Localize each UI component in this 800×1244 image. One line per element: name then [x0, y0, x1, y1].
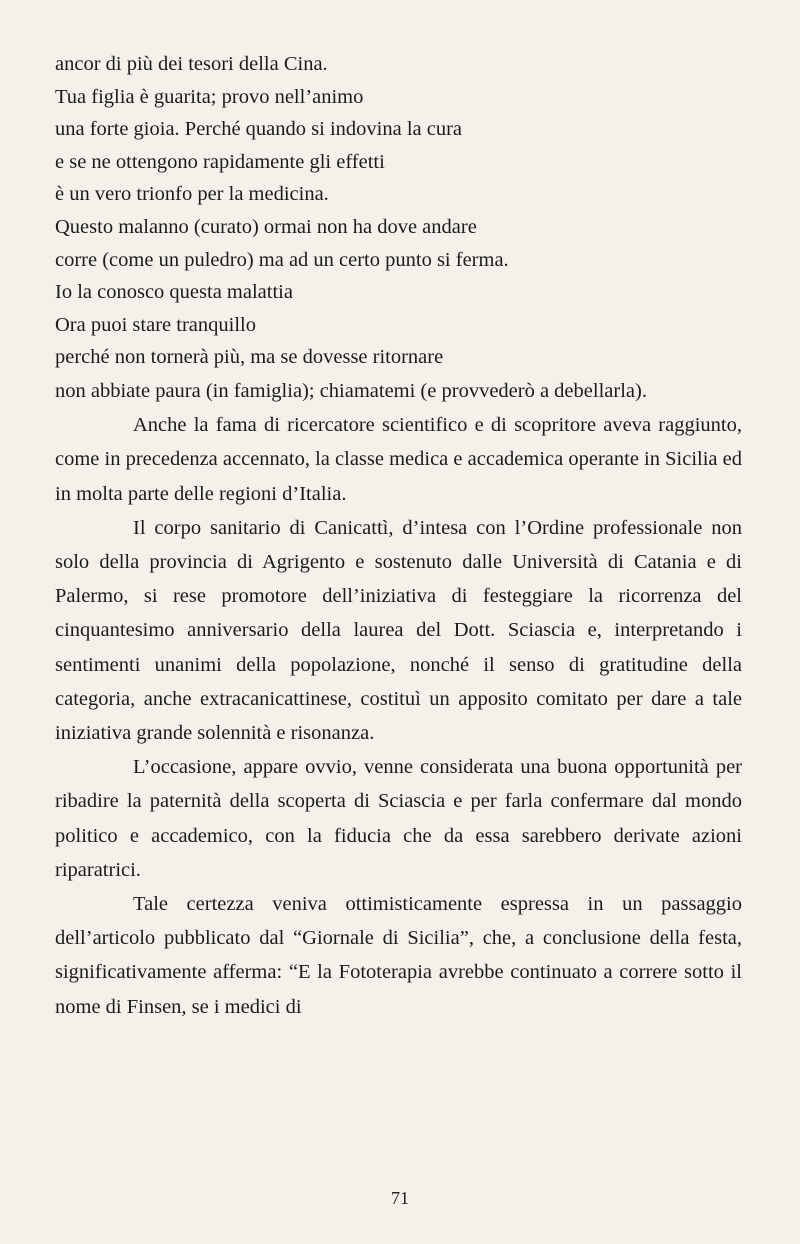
verse-line: ancor di più dei tesori della Cina.	[55, 53, 328, 75]
paragraph: Tale certezza veniva ottimisticamente espressa in un passaggio dell’articolo pubblicato dal “Giornale di Sicilia”, che, a conclusione della festa, significativamente afferma: “E la Fototerapia avrebbe continuato a correre sotto il nome di Finsen, se i medici di	[55, 892, 742, 1018]
verse-line: Io la conosco questa malattia	[55, 281, 293, 304]
verse-line: e se ne ottengono rapidamente gli effetti	[55, 150, 385, 173]
verse-line: Ora puoi stare tranquillo	[55, 313, 256, 336]
verse-line: è un vero trionfo per la medicina.	[55, 183, 329, 206]
verse-line: corre (come un puledro) ma ad un certo punto si ferma.	[55, 248, 509, 271]
page-content	[55, 48, 742, 1024]
paragraph: L’occasione, appare ovvio, venne considerata una buona opportunità per ribadire la paternità della scoperta di Sciascia e per farla confermare dal mondo politico e accademico, con la fiducia che da essa sarebbero derivate azioni riparatrici.	[55, 756, 742, 881]
verse-line: una forte gioia. Perché quando si indovina la cura	[55, 118, 463, 141]
verse-last-line: non abbiate paura (in famiglia); chiamatemi (e provvederò a debellarla).	[55, 379, 647, 402]
paragraph: Anche la fama di ricercatore scientifico e di scopritore aveva raggiunto, come in precedenza accennato, la classe medica e accademica operante in Sicilia ed in molta parte delle regioni d’Italia.	[55, 414, 742, 505]
verse-line: perché non tornerà più, ma se dovesse ritornare	[55, 346, 444, 369]
page-number: 71	[391, 1188, 409, 1208]
paragraph: Il corpo sanitario di Canicattì, d’intesa con l’Ordine professionale non solo della provincia di Agrigento e sostenuto dalle Università di Catania e di Palermo, si rese promotore dell’iniziativa di festeggiare la ricorrenza del cinquantesimo anniversario della laurea del Dott. Sciascia e, interpretando i sentimenti unanimi della popolazione, nonché il senso di gratitudine della categoria, anche extracanicattinese, costituì un apposito comitato per dare a tale iniziativa grande solennità e risonanza.	[55, 516, 742, 744]
verse-line: Tua figlia è guarita; provo nell’animo	[55, 85, 364, 108]
verse-line: Questo malanno (curato) ormai non ha dove andare	[55, 215, 477, 238]
